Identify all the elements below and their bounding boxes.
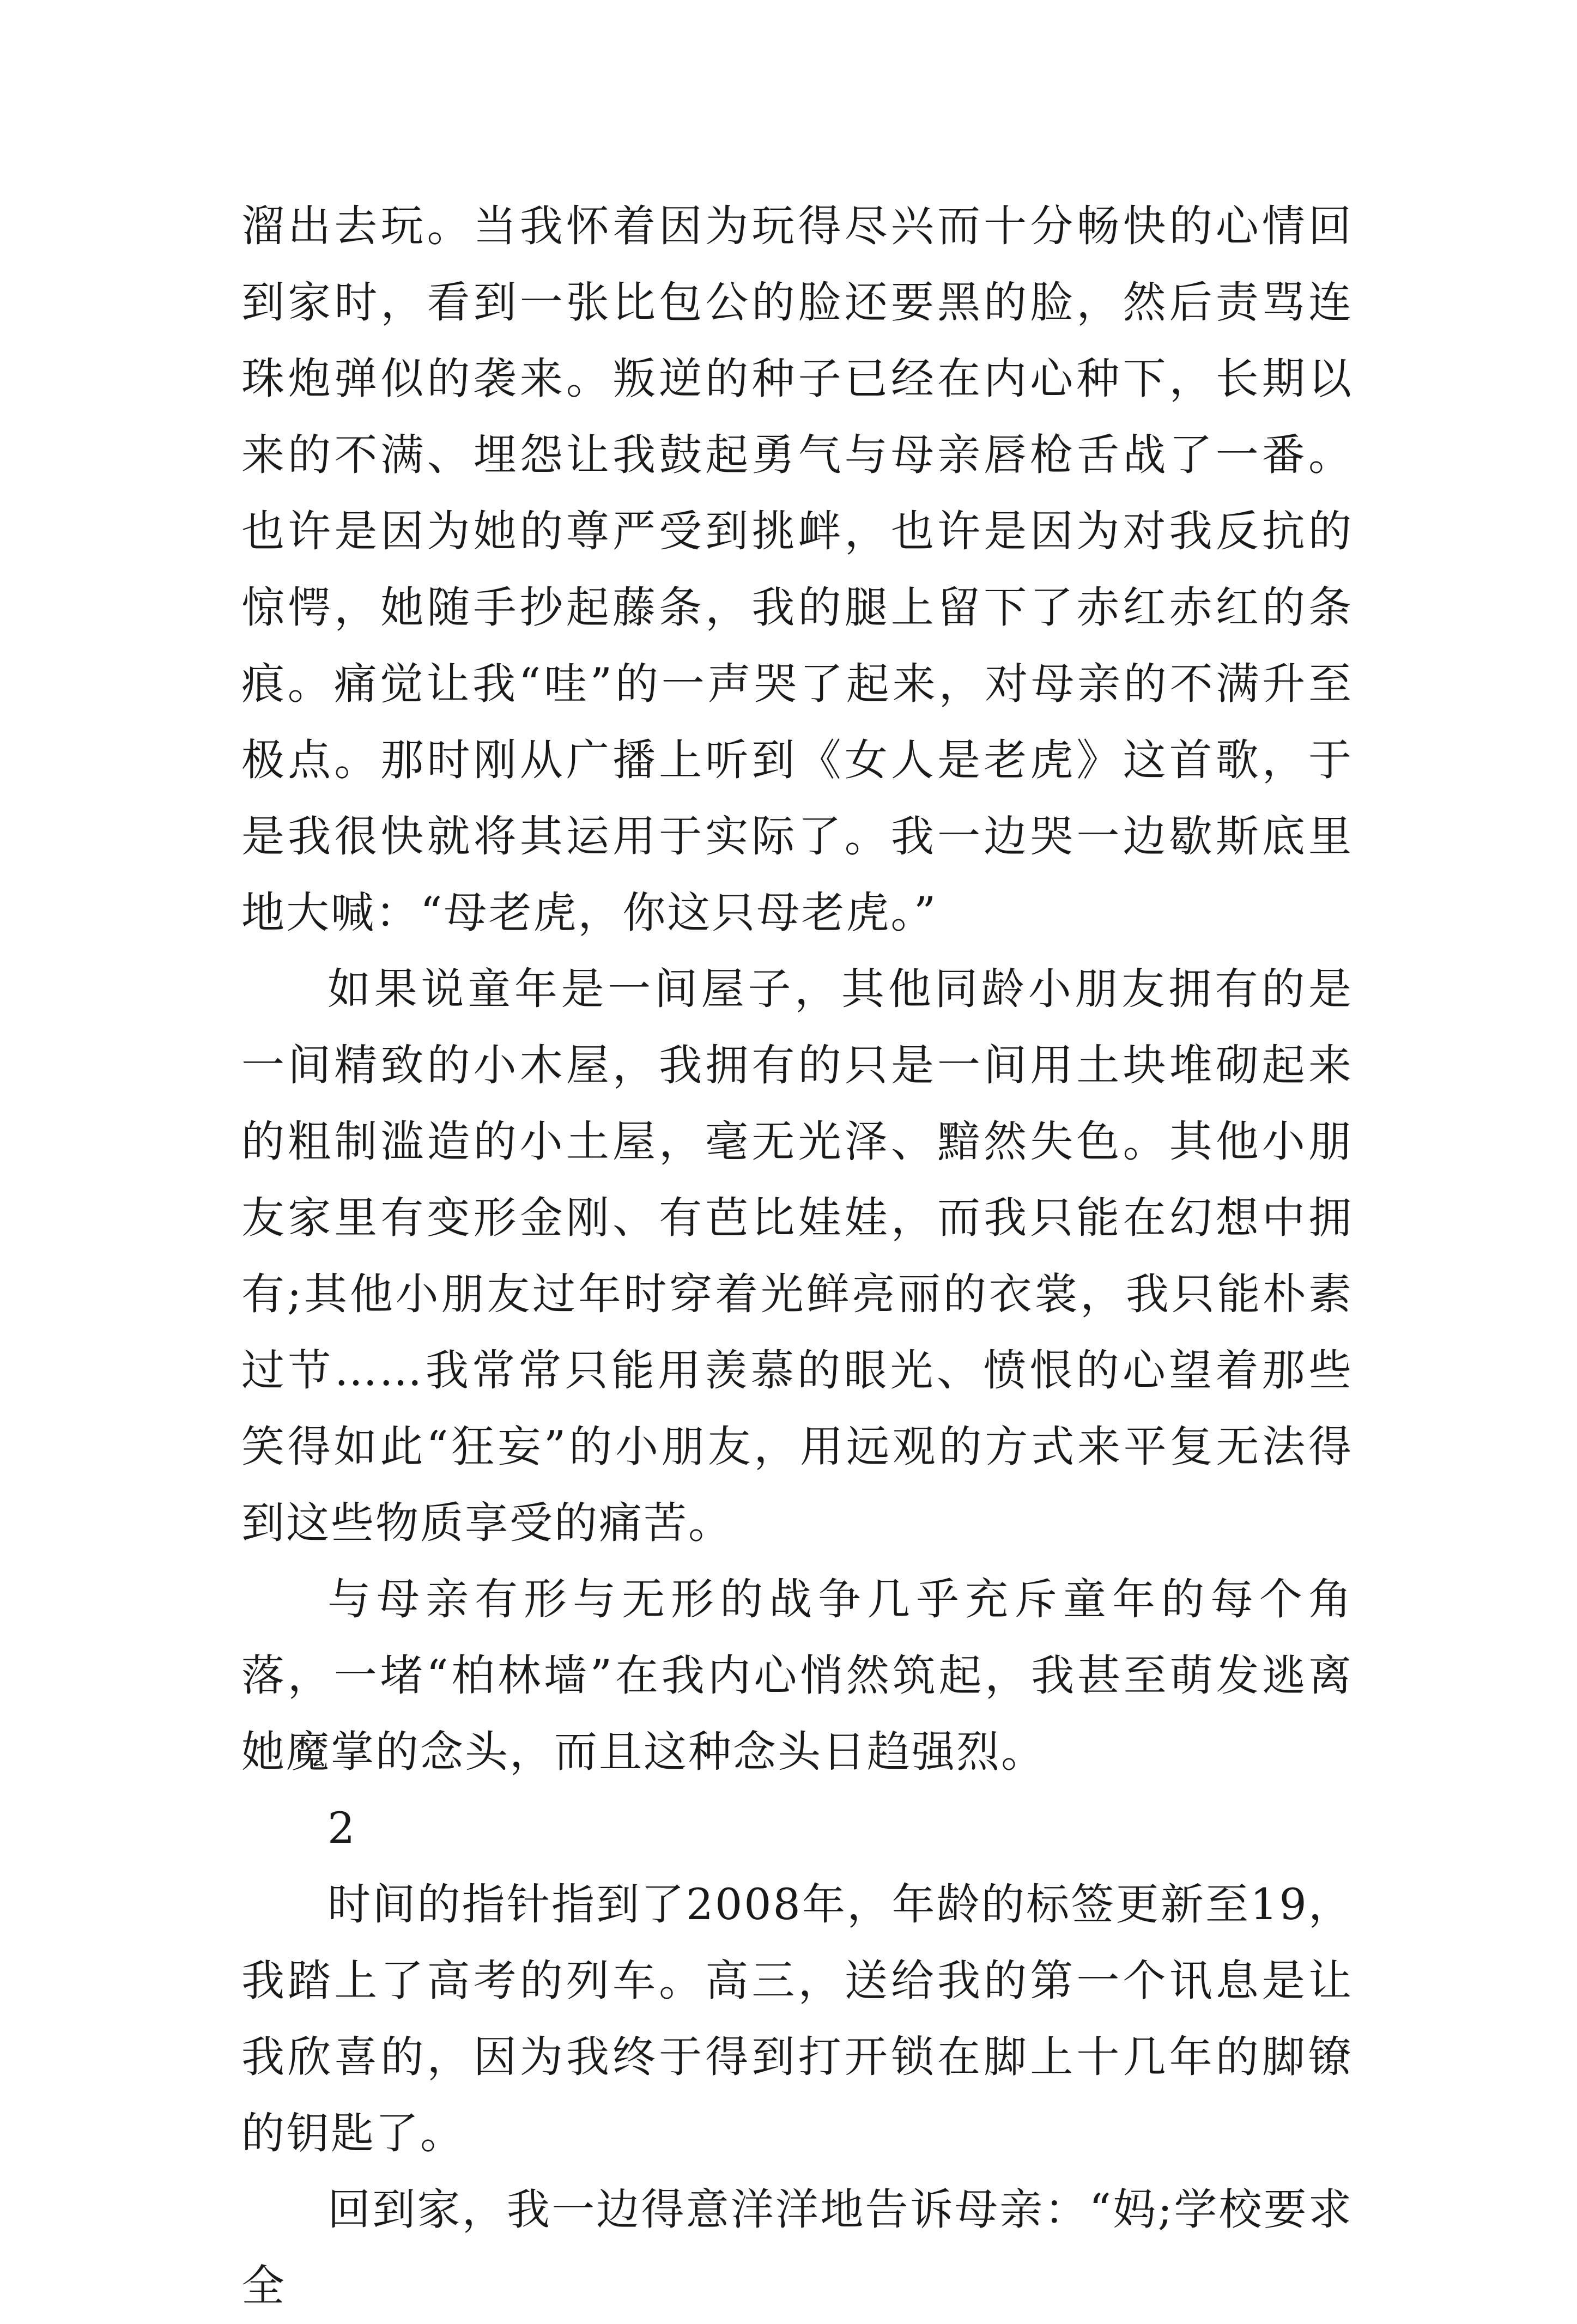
paragraph-3: 与母亲有形与无形的战争几乎充斥童年的每个角落，一堵“柏林墙”在我内心悄然筑起，我甚至萌发逃离她魔掌的念头，而且这种念头日趋强烈。 xyxy=(241,1574,1353,1777)
paragraph-1: 溜出去玩。当我怀着因为玩得尽兴而十分畅快的心情回到家时，看到一张比包公的脸还要黑的脸，然后责骂连珠炮弹似的袭来。叛逆的种子已经在内心种下，长期以来的不满、埋怨让我鼓起勇气与母亲唇枪舌战了一番。也许是因为她的尊严受到挑衅，也许是因为对我反抗的惊愕，她随手抄起藤条，我的腿上留下了赤红赤红的条痕。痛觉让我“哇”的一声哭了起来，对母亲的不满升至极点。那时刚从广播上听到《女人是老虎》这首歌，于是我很快就将其运用于实际了。我一边哭一边歇斯底里地大喊：“母老虎，你这只母老虎。” xyxy=(241,201,1353,938)
paragraph-2: 如果说童年是一间屋子，其他同龄小朋友拥有的是一间精致的小木屋，我拥有的只是一间用土块堆砌起来的粗制滥造的小土屋，毫无光泽、黯然失色。其他小朋友家里有变形金刚、有芭比娃娃，而我只能在幻想中拥有;其他小朋友过年时穿着光鲜亮丽的衣裳，我只能朴素过节……我常常只能用羡慕的眼光、愤恨的心望着那些笑得如此“狂妄”的小朋友，用远观的方式来平复无法得到这些物质享受的痛苦。 xyxy=(241,964,1353,1548)
document-body xyxy=(241,188,1353,2324)
section-number: 2 xyxy=(327,1803,357,1853)
paragraph-5: 回到家，我一边得意洋洋地告诉母亲：“妈;学校要求全 xyxy=(241,2185,1353,2311)
paragraph-4: 时间的指针指到了2008年，年龄的标签更新至19，我踏上了高考的列车。高三，送给我的第一个讯息是让我欣喜的，因为我终于得到打开锁在脚上十几年的脚镣的钥匙了。 xyxy=(241,1879,1353,2158)
